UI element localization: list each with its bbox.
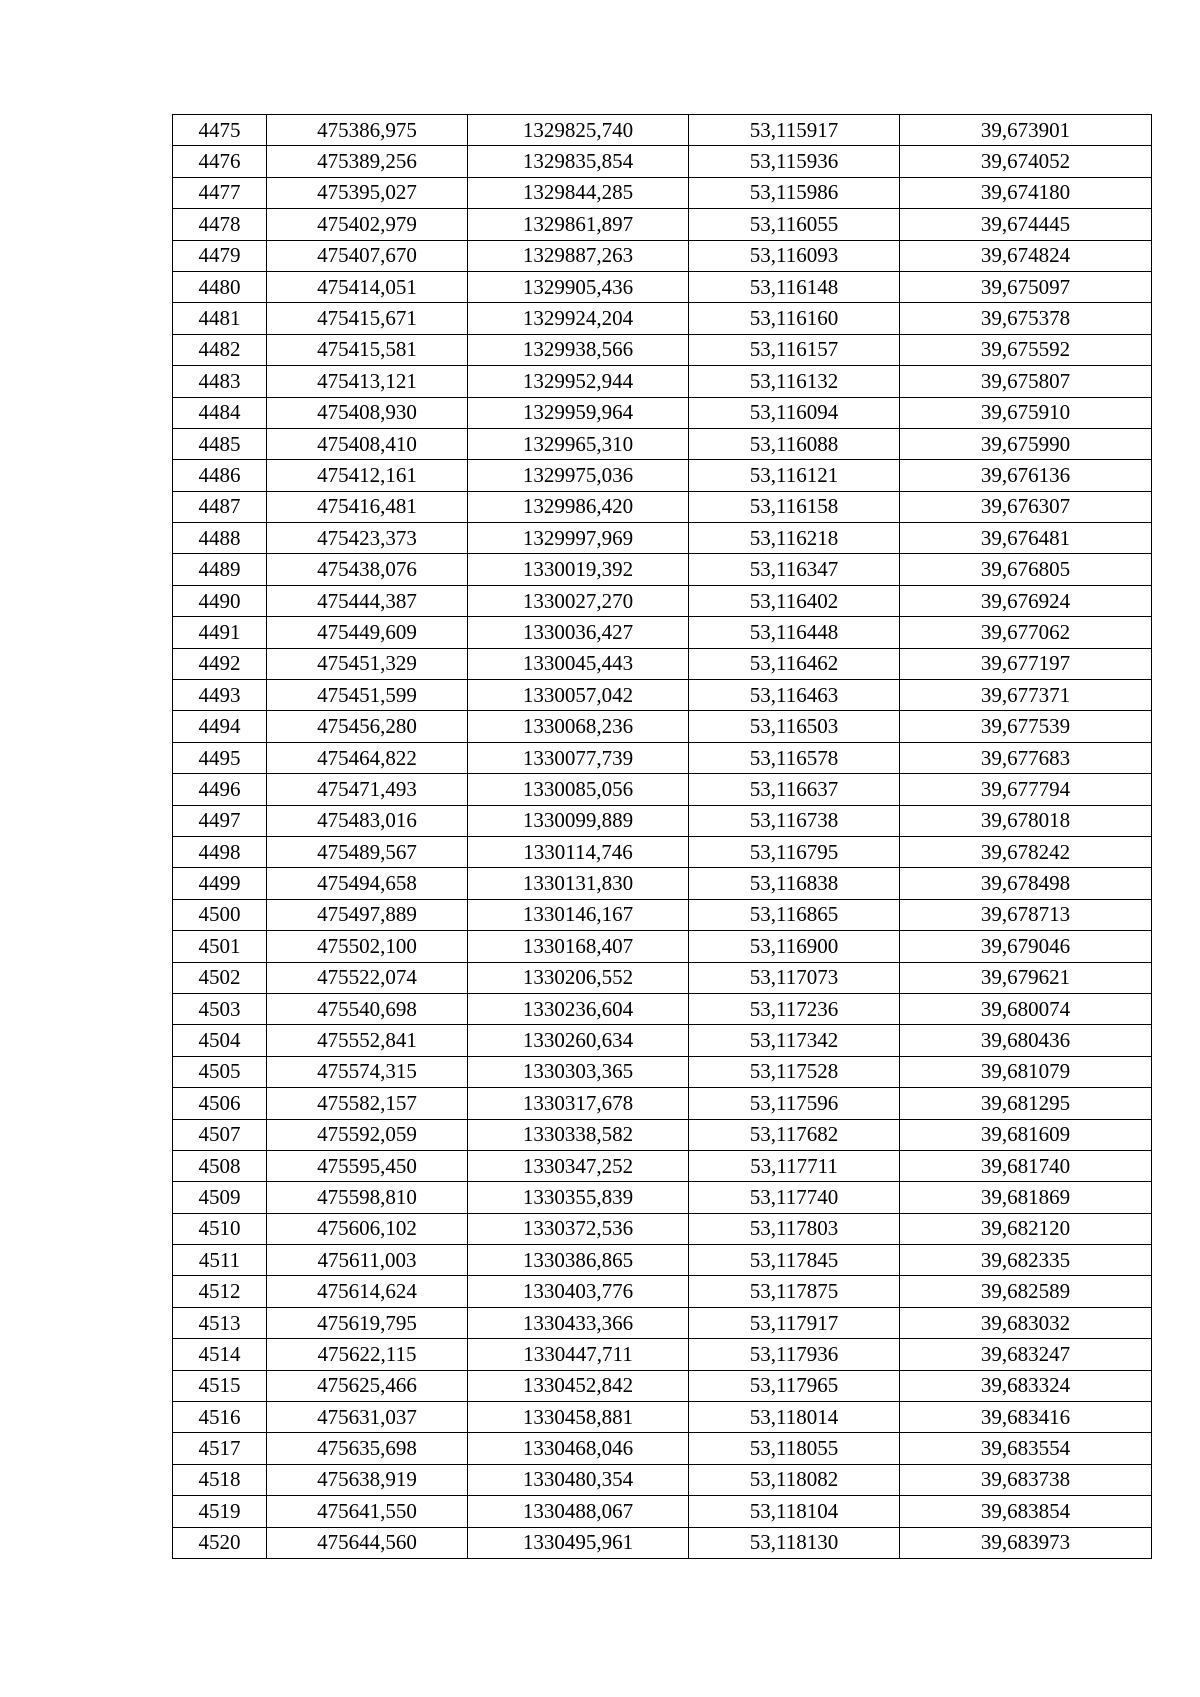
- table-row: [173, 428, 1152, 459]
- y-coordinate-cell: 1330386,865: [468, 1245, 689, 1276]
- x-coordinate-cell: 475552,841: [267, 1025, 468, 1056]
- latitude-cell: 53,116402: [689, 585, 900, 616]
- y-coordinate-cell: 1329997,969: [468, 523, 689, 554]
- latitude-cell: 53,117528: [689, 1056, 900, 1087]
- table-row: [173, 523, 1152, 554]
- longitude-cell: 39,674052: [900, 146, 1152, 177]
- longitude-cell: 39,678018: [900, 805, 1152, 836]
- x-coordinate-cell: 475606,102: [267, 1213, 468, 1244]
- x-coordinate-cell: 475451,599: [267, 680, 468, 711]
- longitude-cell: 39,677371: [900, 680, 1152, 711]
- point-number-cell: 4487: [173, 491, 267, 522]
- point-number-cell: 4492: [173, 648, 267, 679]
- x-coordinate-cell: 475416,481: [267, 491, 468, 522]
- table-row: [173, 554, 1152, 585]
- y-coordinate-cell: 1330236,604: [468, 993, 689, 1024]
- x-coordinate-cell: 475423,373: [267, 523, 468, 554]
- point-number-cell: 4484: [173, 397, 267, 428]
- table-row: [173, 648, 1152, 679]
- y-coordinate-cell: 1330068,236: [468, 711, 689, 742]
- x-coordinate-cell: 475635,698: [267, 1433, 468, 1464]
- y-coordinate-cell: 1329965,310: [468, 428, 689, 459]
- point-number-cell: 4493: [173, 680, 267, 711]
- latitude-cell: 53,117236: [689, 993, 900, 1024]
- latitude-cell: 53,116463: [689, 680, 900, 711]
- table-row: [173, 303, 1152, 334]
- y-coordinate-cell: 1329938,566: [468, 334, 689, 365]
- latitude-cell: 53,118055: [689, 1433, 900, 1464]
- latitude-cell: 53,117682: [689, 1119, 900, 1150]
- point-number-cell: 4518: [173, 1464, 267, 1495]
- longitude-cell: 39,683973: [900, 1527, 1152, 1558]
- longitude-cell: 39,679621: [900, 962, 1152, 993]
- point-number-cell: 4513: [173, 1307, 267, 1338]
- latitude-cell: 53,115986: [689, 177, 900, 208]
- latitude-cell: 53,117073: [689, 962, 900, 993]
- latitude-cell: 53,117965: [689, 1370, 900, 1401]
- latitude-cell: 53,116900: [689, 931, 900, 962]
- y-coordinate-cell: 1330403,776: [468, 1276, 689, 1307]
- latitude-cell: 53,115917: [689, 115, 900, 146]
- x-coordinate-cell: 475641,550: [267, 1496, 468, 1527]
- table-row: [173, 680, 1152, 711]
- latitude-cell: 53,118014: [689, 1402, 900, 1433]
- x-coordinate-cell: 475407,670: [267, 240, 468, 271]
- latitude-cell: 53,116503: [689, 711, 900, 742]
- point-number-cell: 4520: [173, 1527, 267, 1558]
- point-number-cell: 4508: [173, 1150, 267, 1181]
- y-coordinate-cell: 1329959,964: [468, 397, 689, 428]
- latitude-cell: 53,117936: [689, 1339, 900, 1370]
- y-coordinate-cell: 1329887,263: [468, 240, 689, 271]
- table-row: [173, 1307, 1152, 1338]
- coordinate-table: [172, 114, 1152, 1559]
- table-row: [173, 460, 1152, 491]
- table-row: [173, 177, 1152, 208]
- x-coordinate-cell: 475471,493: [267, 774, 468, 805]
- table-row: [173, 836, 1152, 867]
- longitude-cell: 39,677197: [900, 648, 1152, 679]
- x-coordinate-cell: 475614,624: [267, 1276, 468, 1307]
- table-row: [173, 397, 1152, 428]
- latitude-cell: 53,116088: [689, 428, 900, 459]
- longitude-cell: 39,675807: [900, 366, 1152, 397]
- longitude-cell: 39,681295: [900, 1088, 1152, 1119]
- point-number-cell: 4507: [173, 1119, 267, 1150]
- point-number-cell: 4483: [173, 366, 267, 397]
- x-coordinate-cell: 475622,115: [267, 1339, 468, 1370]
- table-row: [173, 366, 1152, 397]
- table-row: [173, 1433, 1152, 1464]
- point-number-cell: 4499: [173, 868, 267, 899]
- y-coordinate-cell: 1330355,839: [468, 1182, 689, 1213]
- y-coordinate-cell: 1330260,634: [468, 1025, 689, 1056]
- y-coordinate-cell: 1330131,830: [468, 868, 689, 899]
- x-coordinate-cell: 475414,051: [267, 271, 468, 302]
- y-coordinate-cell: 1329952,944: [468, 366, 689, 397]
- point-number-cell: 4475: [173, 115, 267, 146]
- y-coordinate-cell: 1329986,420: [468, 491, 689, 522]
- longitude-cell: 39,679046: [900, 931, 1152, 962]
- y-coordinate-cell: 1330488,067: [468, 1496, 689, 1527]
- y-coordinate-cell: 1329905,436: [468, 271, 689, 302]
- longitude-cell: 39,673901: [900, 115, 1152, 146]
- y-coordinate-cell: 1329924,204: [468, 303, 689, 334]
- y-coordinate-cell: 1330372,536: [468, 1213, 689, 1244]
- longitude-cell: 39,675910: [900, 397, 1152, 428]
- point-number-cell: 4500: [173, 899, 267, 930]
- y-coordinate-cell: 1330168,407: [468, 931, 689, 962]
- y-coordinate-cell: 1330447,711: [468, 1339, 689, 1370]
- latitude-cell: 53,116148: [689, 271, 900, 302]
- table-row: [173, 1182, 1152, 1213]
- table-row: [173, 962, 1152, 993]
- table-row: [173, 931, 1152, 962]
- y-coordinate-cell: 1329825,740: [468, 115, 689, 146]
- table-row: [173, 899, 1152, 930]
- point-number-cell: 4494: [173, 711, 267, 742]
- point-number-cell: 4519: [173, 1496, 267, 1527]
- point-number-cell: 4504: [173, 1025, 267, 1056]
- x-coordinate-cell: 475412,161: [267, 460, 468, 491]
- latitude-cell: 53,116637: [689, 774, 900, 805]
- latitude-cell: 53,116132: [689, 366, 900, 397]
- x-coordinate-cell: 475638,919: [267, 1464, 468, 1495]
- point-number-cell: 4490: [173, 585, 267, 616]
- point-number-cell: 4486: [173, 460, 267, 491]
- y-coordinate-cell: 1330468,046: [468, 1433, 689, 1464]
- longitude-cell: 39,678498: [900, 868, 1152, 899]
- x-coordinate-cell: 475595,450: [267, 1150, 468, 1181]
- point-number-cell: 4502: [173, 962, 267, 993]
- point-number-cell: 4514: [173, 1339, 267, 1370]
- y-coordinate-cell: 1330085,056: [468, 774, 689, 805]
- point-number-cell: 4501: [173, 931, 267, 962]
- x-coordinate-cell: 475438,076: [267, 554, 468, 585]
- table-row: [173, 1150, 1152, 1181]
- table-row: [173, 1056, 1152, 1087]
- point-number-cell: 4512: [173, 1276, 267, 1307]
- table-row: [173, 240, 1152, 271]
- x-coordinate-cell: 475611,003: [267, 1245, 468, 1276]
- longitude-cell: 39,682120: [900, 1213, 1152, 1244]
- point-number-cell: 4476: [173, 146, 267, 177]
- y-coordinate-cell: 1330480,354: [468, 1464, 689, 1495]
- latitude-cell: 53,118130: [689, 1527, 900, 1558]
- longitude-cell: 39,682589: [900, 1276, 1152, 1307]
- longitude-cell: 39,681740: [900, 1150, 1152, 1181]
- point-number-cell: 4516: [173, 1402, 267, 1433]
- y-coordinate-cell: 1330433,366: [468, 1307, 689, 1338]
- y-coordinate-cell: 1330036,427: [468, 617, 689, 648]
- point-number-cell: 4511: [173, 1245, 267, 1276]
- x-coordinate-cell: 475415,581: [267, 334, 468, 365]
- longitude-cell: 39,682335: [900, 1245, 1152, 1276]
- point-number-cell: 4498: [173, 836, 267, 867]
- point-number-cell: 4477: [173, 177, 267, 208]
- table-row: [173, 1276, 1152, 1307]
- x-coordinate-cell: 475644,560: [267, 1527, 468, 1558]
- x-coordinate-cell: 475451,329: [267, 648, 468, 679]
- x-coordinate-cell: 475449,609: [267, 617, 468, 648]
- point-number-cell: 4497: [173, 805, 267, 836]
- x-coordinate-cell: 475489,567: [267, 836, 468, 867]
- x-coordinate-cell: 475483,016: [267, 805, 468, 836]
- longitude-cell: 39,683554: [900, 1433, 1152, 1464]
- point-number-cell: 4506: [173, 1088, 267, 1119]
- longitude-cell: 39,675592: [900, 334, 1152, 365]
- x-coordinate-cell: 475386,975: [267, 115, 468, 146]
- latitude-cell: 53,116838: [689, 868, 900, 899]
- y-coordinate-cell: 1330077,739: [468, 742, 689, 773]
- point-number-cell: 4485: [173, 428, 267, 459]
- longitude-cell: 39,683738: [900, 1464, 1152, 1495]
- longitude-cell: 39,677794: [900, 774, 1152, 805]
- x-coordinate-cell: 475389,256: [267, 146, 468, 177]
- table-row: [173, 617, 1152, 648]
- longitude-cell: 39,677062: [900, 617, 1152, 648]
- x-coordinate-cell: 475494,658: [267, 868, 468, 899]
- latitude-cell: 53,116738: [689, 805, 900, 836]
- latitude-cell: 53,116448: [689, 617, 900, 648]
- point-number-cell: 4481: [173, 303, 267, 334]
- latitude-cell: 53,116121: [689, 460, 900, 491]
- longitude-cell: 39,676307: [900, 491, 1152, 522]
- point-number-cell: 4496: [173, 774, 267, 805]
- latitude-cell: 53,117342: [689, 1025, 900, 1056]
- latitude-cell: 53,116347: [689, 554, 900, 585]
- latitude-cell: 53,116093: [689, 240, 900, 271]
- y-coordinate-cell: 1330057,042: [468, 680, 689, 711]
- table-row: [173, 334, 1152, 365]
- table-row: [173, 491, 1152, 522]
- table-row: [173, 1527, 1152, 1558]
- x-coordinate-cell: 475408,410: [267, 428, 468, 459]
- point-number-cell: 4488: [173, 523, 267, 554]
- table-row: [173, 1464, 1152, 1495]
- y-coordinate-cell: 1329975,036: [468, 460, 689, 491]
- latitude-cell: 53,116094: [689, 397, 900, 428]
- latitude-cell: 53,116158: [689, 491, 900, 522]
- y-coordinate-cell: 1330452,842: [468, 1370, 689, 1401]
- table-row: [173, 1370, 1152, 1401]
- x-coordinate-cell: 475574,315: [267, 1056, 468, 1087]
- table-row: [173, 993, 1152, 1024]
- latitude-cell: 53,117845: [689, 1245, 900, 1276]
- x-coordinate-cell: 475598,810: [267, 1182, 468, 1213]
- x-coordinate-cell: 475395,027: [267, 177, 468, 208]
- longitude-cell: 39,683854: [900, 1496, 1152, 1527]
- y-coordinate-cell: 1330495,961: [468, 1527, 689, 1558]
- longitude-cell: 39,683247: [900, 1339, 1152, 1370]
- y-coordinate-cell: 1330458,881: [468, 1402, 689, 1433]
- longitude-cell: 39,676481: [900, 523, 1152, 554]
- latitude-cell: 53,117875: [689, 1276, 900, 1307]
- latitude-cell: 53,117917: [689, 1307, 900, 1338]
- latitude-cell: 53,116055: [689, 209, 900, 240]
- y-coordinate-cell: 1330114,746: [468, 836, 689, 867]
- table-row: [173, 585, 1152, 616]
- y-coordinate-cell: 1330347,252: [468, 1150, 689, 1181]
- point-number-cell: 4480: [173, 271, 267, 302]
- table-row: [173, 146, 1152, 177]
- table-row: [173, 868, 1152, 899]
- longitude-cell: 39,683324: [900, 1370, 1152, 1401]
- point-number-cell: 4510: [173, 1213, 267, 1244]
- point-number-cell: 4505: [173, 1056, 267, 1087]
- point-number-cell: 4478: [173, 209, 267, 240]
- longitude-cell: 39,674445: [900, 209, 1152, 240]
- table-row: [173, 115, 1152, 146]
- x-coordinate-cell: 475444,387: [267, 585, 468, 616]
- table-row: [173, 209, 1152, 240]
- latitude-cell: 53,117711: [689, 1150, 900, 1181]
- y-coordinate-cell: 1330045,443: [468, 648, 689, 679]
- table-row: [173, 742, 1152, 773]
- longitude-cell: 39,677539: [900, 711, 1152, 742]
- longitude-cell: 39,678242: [900, 836, 1152, 867]
- latitude-cell: 53,115936: [689, 146, 900, 177]
- point-number-cell: 4482: [173, 334, 267, 365]
- point-number-cell: 4517: [173, 1433, 267, 1464]
- x-coordinate-cell: 475540,698: [267, 993, 468, 1024]
- longitude-cell: 39,675378: [900, 303, 1152, 334]
- longitude-cell: 39,674180: [900, 177, 1152, 208]
- latitude-cell: 53,116865: [689, 899, 900, 930]
- x-coordinate-cell: 475619,795: [267, 1307, 468, 1338]
- latitude-cell: 53,116157: [689, 334, 900, 365]
- longitude-cell: 39,680074: [900, 993, 1152, 1024]
- latitude-cell: 53,117740: [689, 1182, 900, 1213]
- y-coordinate-cell: 1329835,854: [468, 146, 689, 177]
- x-coordinate-cell: 475631,037: [267, 1402, 468, 1433]
- longitude-cell: 39,681079: [900, 1056, 1152, 1087]
- point-number-cell: 4515: [173, 1370, 267, 1401]
- latitude-cell: 53,116795: [689, 836, 900, 867]
- table-row: [173, 271, 1152, 302]
- longitude-cell: 39,674824: [900, 240, 1152, 271]
- x-coordinate-cell: 475582,157: [267, 1088, 468, 1119]
- point-number-cell: 4503: [173, 993, 267, 1024]
- table-row: [173, 1245, 1152, 1276]
- latitude-cell: 53,118082: [689, 1464, 900, 1495]
- table-row: [173, 1119, 1152, 1150]
- latitude-cell: 53,116160: [689, 303, 900, 334]
- y-coordinate-cell: 1330206,552: [468, 962, 689, 993]
- latitude-cell: 53,116578: [689, 742, 900, 773]
- x-coordinate-cell: 475413,121: [267, 366, 468, 397]
- point-number-cell: 4491: [173, 617, 267, 648]
- table-row: [173, 805, 1152, 836]
- y-coordinate-cell: 1330317,678: [468, 1088, 689, 1119]
- table-row: [173, 1025, 1152, 1056]
- x-coordinate-cell: 475415,671: [267, 303, 468, 334]
- longitude-cell: 39,677683: [900, 742, 1152, 773]
- y-coordinate-cell: 1330099,889: [468, 805, 689, 836]
- latitude-cell: 53,116462: [689, 648, 900, 679]
- y-coordinate-cell: 1330146,167: [468, 899, 689, 930]
- longitude-cell: 39,683416: [900, 1402, 1152, 1433]
- table-row: [173, 1402, 1152, 1433]
- latitude-cell: 53,117803: [689, 1213, 900, 1244]
- table-row: [173, 1088, 1152, 1119]
- y-coordinate-cell: 1329844,285: [468, 177, 689, 208]
- point-number-cell: 4479: [173, 240, 267, 271]
- y-coordinate-cell: 1330338,582: [468, 1119, 689, 1150]
- x-coordinate-cell: 475522,074: [267, 962, 468, 993]
- x-coordinate-cell: 475625,466: [267, 1370, 468, 1401]
- longitude-cell: 39,675990: [900, 428, 1152, 459]
- y-coordinate-cell: 1330027,270: [468, 585, 689, 616]
- x-coordinate-cell: 475464,822: [267, 742, 468, 773]
- longitude-cell: 39,680436: [900, 1025, 1152, 1056]
- x-coordinate-cell: 475592,059: [267, 1119, 468, 1150]
- coordinate-table-body: [173, 115, 1152, 1559]
- table-row: [173, 711, 1152, 742]
- longitude-cell: 39,676924: [900, 585, 1152, 616]
- x-coordinate-cell: 475502,100: [267, 931, 468, 962]
- table-row: [173, 1339, 1152, 1370]
- y-coordinate-cell: 1330019,392: [468, 554, 689, 585]
- longitude-cell: 39,683032: [900, 1307, 1152, 1338]
- y-coordinate-cell: 1329861,897: [468, 209, 689, 240]
- longitude-cell: 39,681609: [900, 1119, 1152, 1150]
- longitude-cell: 39,676136: [900, 460, 1152, 491]
- latitude-cell: 53,116218: [689, 523, 900, 554]
- longitude-cell: 39,681869: [900, 1182, 1152, 1213]
- latitude-cell: 53,118104: [689, 1496, 900, 1527]
- x-coordinate-cell: 475497,889: [267, 899, 468, 930]
- longitude-cell: 39,675097: [900, 271, 1152, 302]
- longitude-cell: 39,678713: [900, 899, 1152, 930]
- x-coordinate-cell: 475408,930: [267, 397, 468, 428]
- point-number-cell: 4495: [173, 742, 267, 773]
- x-coordinate-cell: 475402,979: [267, 209, 468, 240]
- y-coordinate-cell: 1330303,365: [468, 1056, 689, 1087]
- table-row: [173, 1496, 1152, 1527]
- x-coordinate-cell: 475456,280: [267, 711, 468, 742]
- latitude-cell: 53,117596: [689, 1088, 900, 1119]
- point-number-cell: 4509: [173, 1182, 267, 1213]
- table-row: [173, 774, 1152, 805]
- longitude-cell: 39,676805: [900, 554, 1152, 585]
- table-row: [173, 1213, 1152, 1244]
- point-number-cell: 4489: [173, 554, 267, 585]
